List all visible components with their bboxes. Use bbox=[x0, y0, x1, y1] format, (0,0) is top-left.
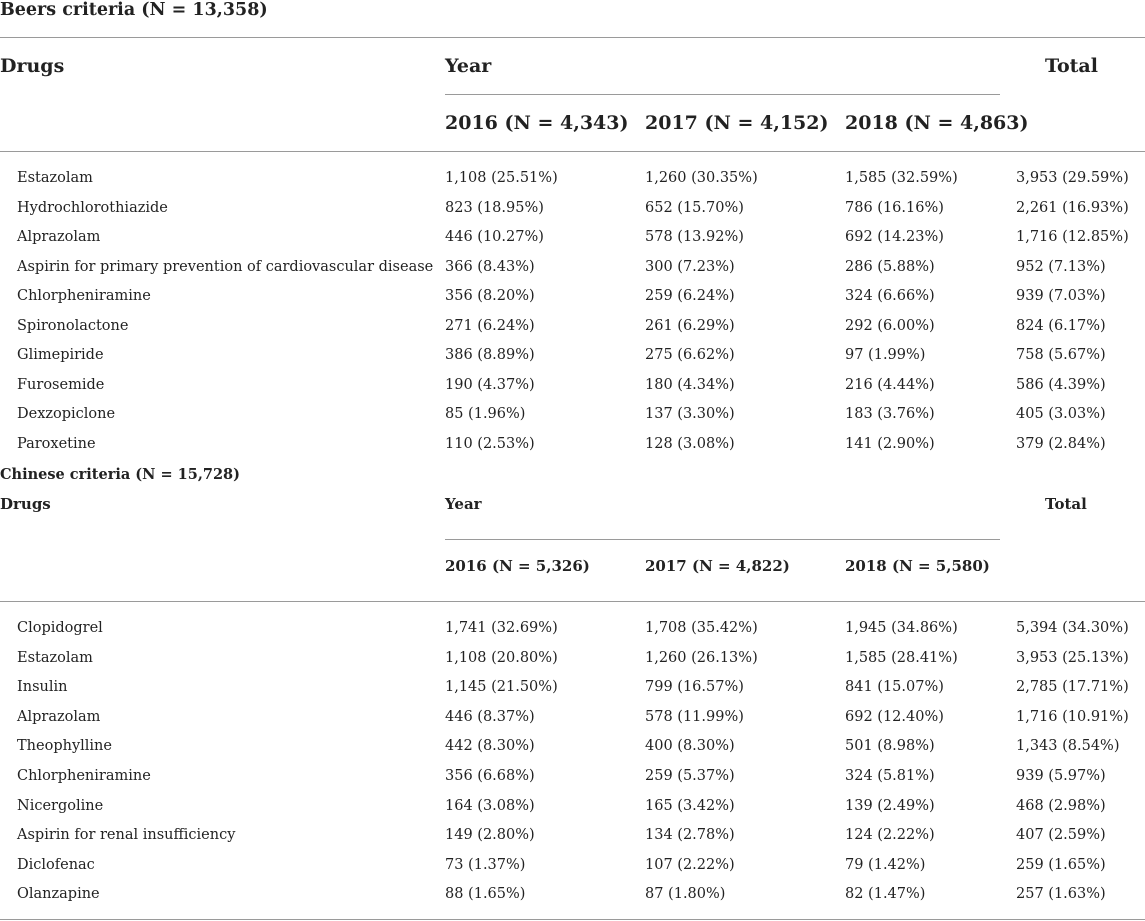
cell-2017: 259 (5.37%) bbox=[645, 768, 735, 784]
cell-total: 939 (5.97%) bbox=[1016, 768, 1106, 784]
col-header-total: Total bbox=[1045, 55, 1098, 77]
col-header-year-2018: 2018 (N = 5,580) bbox=[845, 557, 990, 575]
divider bbox=[0, 151, 1145, 152]
cell-drug: Alprazolam bbox=[17, 708, 101, 725]
section-caption: Beers criteria (N = 13,358) bbox=[0, 0, 268, 20]
col-header-year: Year bbox=[445, 495, 482, 513]
cell-drug: Theophylline bbox=[17, 738, 112, 755]
cell-drug: Nicergoline bbox=[17, 797, 104, 814]
cell-2018: 841 (15.07%) bbox=[845, 679, 944, 696]
cell-drug: Dexzopiclone bbox=[17, 406, 116, 422]
cell-total: 468 (2.98%) bbox=[1016, 797, 1106, 814]
cell-drug: Alprazolam bbox=[17, 229, 101, 245]
col-header-total: Total bbox=[1045, 495, 1087, 513]
cell-drug: Estazolam bbox=[17, 649, 93, 666]
cell-2018: 501 (8.98%) bbox=[845, 738, 935, 755]
cell-total: 257 (1.63%) bbox=[1016, 886, 1106, 903]
cell-2016: 1,741 (32.69%) bbox=[445, 620, 558, 636]
cell-drug: Chlorpheniramine bbox=[17, 768, 151, 784]
cell-2018: 97 (1.99%) bbox=[845, 347, 926, 363]
cell-2016: 1,108 (20.80%) bbox=[445, 649, 558, 666]
cell-2018: 1,585 (28.41%) bbox=[845, 649, 958, 666]
cell-drug: Glimepiride bbox=[17, 347, 104, 363]
cell-2017: 107 (2.22%) bbox=[645, 856, 735, 873]
cell-2017: 652 (15.70%) bbox=[645, 199, 744, 216]
cell-drug: Insulin bbox=[17, 679, 68, 696]
cell-2016: 85 (1.96%) bbox=[445, 406, 526, 422]
cell-drug: Chlorpheniramine bbox=[17, 288, 151, 304]
cell-2017: 261 (6.29%) bbox=[645, 317, 735, 334]
cell-2017: 275 (6.62%) bbox=[645, 347, 735, 363]
cell-2018: 183 (3.76%) bbox=[845, 406, 935, 422]
col-header-year-2016: 2016 (N = 4,343) bbox=[445, 112, 629, 134]
cell-2017: 578 (13.92%) bbox=[645, 229, 744, 245]
divider bbox=[445, 539, 1000, 540]
cell-total: 2,785 (17.71%) bbox=[1016, 679, 1129, 696]
cell-2018: 1,945 (34.86%) bbox=[845, 620, 958, 636]
cell-2017: 799 (16.57%) bbox=[645, 679, 744, 696]
cell-2017: 180 (4.34%) bbox=[645, 376, 735, 393]
cell-2016: 164 (3.08%) bbox=[445, 797, 535, 814]
cell-2018: 139 (2.49%) bbox=[845, 797, 935, 814]
divider bbox=[445, 94, 1000, 95]
col-header-year-2017: 2017 (N = 4,152) bbox=[645, 112, 829, 134]
cell-total: 407 (2.59%) bbox=[1016, 827, 1106, 844]
cell-2018: 79 (1.42%) bbox=[845, 856, 926, 873]
cell-total: 1,343 (8.54%) bbox=[1016, 738, 1120, 755]
cell-2016: 88 (1.65%) bbox=[445, 886, 526, 903]
cell-total: 405 (3.03%) bbox=[1016, 406, 1106, 422]
cell-2017: 300 (7.23%) bbox=[645, 258, 735, 275]
cell-2017: 87 (1.80%) bbox=[645, 886, 726, 903]
cell-2016: 442 (8.30%) bbox=[445, 738, 535, 755]
cell-2016: 271 (6.24%) bbox=[445, 317, 535, 334]
cell-2016: 446 (8.37%) bbox=[445, 708, 535, 725]
cell-2018: 324 (6.66%) bbox=[845, 288, 935, 304]
cell-2018: 692 (14.23%) bbox=[845, 229, 944, 245]
cell-total: 586 (4.39%) bbox=[1016, 376, 1106, 393]
cell-2016: 1,145 (21.50%) bbox=[445, 679, 558, 696]
cell-2017: 1,260 (26.13%) bbox=[645, 649, 758, 666]
cell-2018: 286 (5.88%) bbox=[845, 258, 935, 275]
cell-2016: 73 (1.37%) bbox=[445, 856, 526, 873]
cell-2018: 786 (16.16%) bbox=[845, 199, 944, 216]
cell-total: 758 (5.67%) bbox=[1016, 347, 1106, 363]
col-header-drugs: Drugs bbox=[0, 495, 51, 513]
cell-2016: 446 (10.27%) bbox=[445, 229, 544, 245]
cell-2016: 823 (18.95%) bbox=[445, 199, 544, 216]
cell-2016: 190 (4.37%) bbox=[445, 376, 535, 393]
cell-2016: 386 (8.89%) bbox=[445, 347, 535, 363]
cell-2017: 137 (3.30%) bbox=[645, 406, 735, 422]
cell-2016: 149 (2.80%) bbox=[445, 827, 535, 844]
cell-2017: 400 (8.30%) bbox=[645, 738, 735, 755]
cell-2018: 692 (12.40%) bbox=[845, 708, 944, 725]
cell-2016: 110 (2.53%) bbox=[445, 435, 535, 452]
divider bbox=[0, 919, 1145, 920]
cell-total: 5,394 (34.30%) bbox=[1016, 620, 1129, 636]
cell-drug: Furosemide bbox=[17, 376, 105, 393]
cell-2017: 128 (3.08%) bbox=[645, 435, 735, 452]
cell-2016: 1,108 (25.51%) bbox=[445, 170, 558, 186]
cell-total: 379 (2.84%) bbox=[1016, 435, 1106, 452]
col-header-year-2017: 2017 (N = 4,822) bbox=[645, 557, 790, 575]
cell-drug: Aspirin for renal insufficiency bbox=[17, 827, 236, 844]
cell-drug: Spironolactone bbox=[17, 317, 129, 334]
cell-2016: 356 (8.20%) bbox=[445, 288, 535, 304]
cell-2016: 366 (8.43%) bbox=[445, 258, 535, 275]
cell-drug: Clopidogrel bbox=[17, 620, 103, 636]
cell-drug: Diclofenac bbox=[17, 856, 95, 873]
cell-2018: 82 (1.47%) bbox=[845, 886, 926, 903]
cell-total: 952 (7.13%) bbox=[1016, 258, 1106, 275]
cell-total: 1,716 (12.85%) bbox=[1016, 229, 1129, 245]
cell-total: 939 (7.03%) bbox=[1016, 288, 1106, 304]
col-header-year: Year bbox=[445, 55, 492, 77]
col-header-year-2018: 2018 (N = 4,863) bbox=[845, 112, 1029, 134]
cell-2016: 356 (6.68%) bbox=[445, 768, 535, 784]
cell-2017: 1,260 (30.35%) bbox=[645, 170, 758, 186]
cell-drug: Paroxetine bbox=[17, 435, 96, 452]
cell-2018: 216 (4.44%) bbox=[845, 376, 935, 393]
cell-total: 3,953 (25.13%) bbox=[1016, 649, 1129, 666]
cell-2017: 578 (11.99%) bbox=[645, 708, 744, 725]
cell-total: 259 (1.65%) bbox=[1016, 856, 1106, 873]
divider bbox=[0, 37, 1145, 38]
divider bbox=[0, 601, 1145, 602]
cell-2018: 324 (5.81%) bbox=[845, 768, 935, 784]
cell-total: 824 (6.17%) bbox=[1016, 317, 1106, 334]
col-header-drugs: Drugs bbox=[0, 55, 65, 77]
cell-total: 2,261 (16.93%) bbox=[1016, 199, 1129, 216]
cell-2018: 292 (6.00%) bbox=[845, 317, 935, 334]
cell-drug: Estazolam bbox=[17, 170, 93, 186]
cell-2017: 259 (6.24%) bbox=[645, 288, 735, 304]
col-header-year-2016: 2016 (N = 5,326) bbox=[445, 557, 590, 575]
cell-2018: 124 (2.22%) bbox=[845, 827, 935, 844]
cell-2018: 1,585 (32.59%) bbox=[845, 170, 958, 186]
cell-drug: Hydrochlorothiazide bbox=[17, 199, 168, 216]
section-caption: Chinese criteria (N = 15,728) bbox=[0, 466, 241, 483]
cell-2018: 141 (2.90%) bbox=[845, 435, 935, 452]
cell-2017: 134 (2.78%) bbox=[645, 827, 735, 844]
cell-2017: 165 (3.42%) bbox=[645, 797, 735, 814]
cell-drug: Aspirin for primary prevention of cardiovascular disease bbox=[17, 258, 434, 275]
cell-total: 3,953 (29.59%) bbox=[1016, 170, 1129, 186]
cell-2017: 1,708 (35.42%) bbox=[645, 620, 758, 636]
cell-total: 1,716 (10.91%) bbox=[1016, 708, 1129, 725]
cell-drug: Olanzapine bbox=[17, 886, 100, 903]
